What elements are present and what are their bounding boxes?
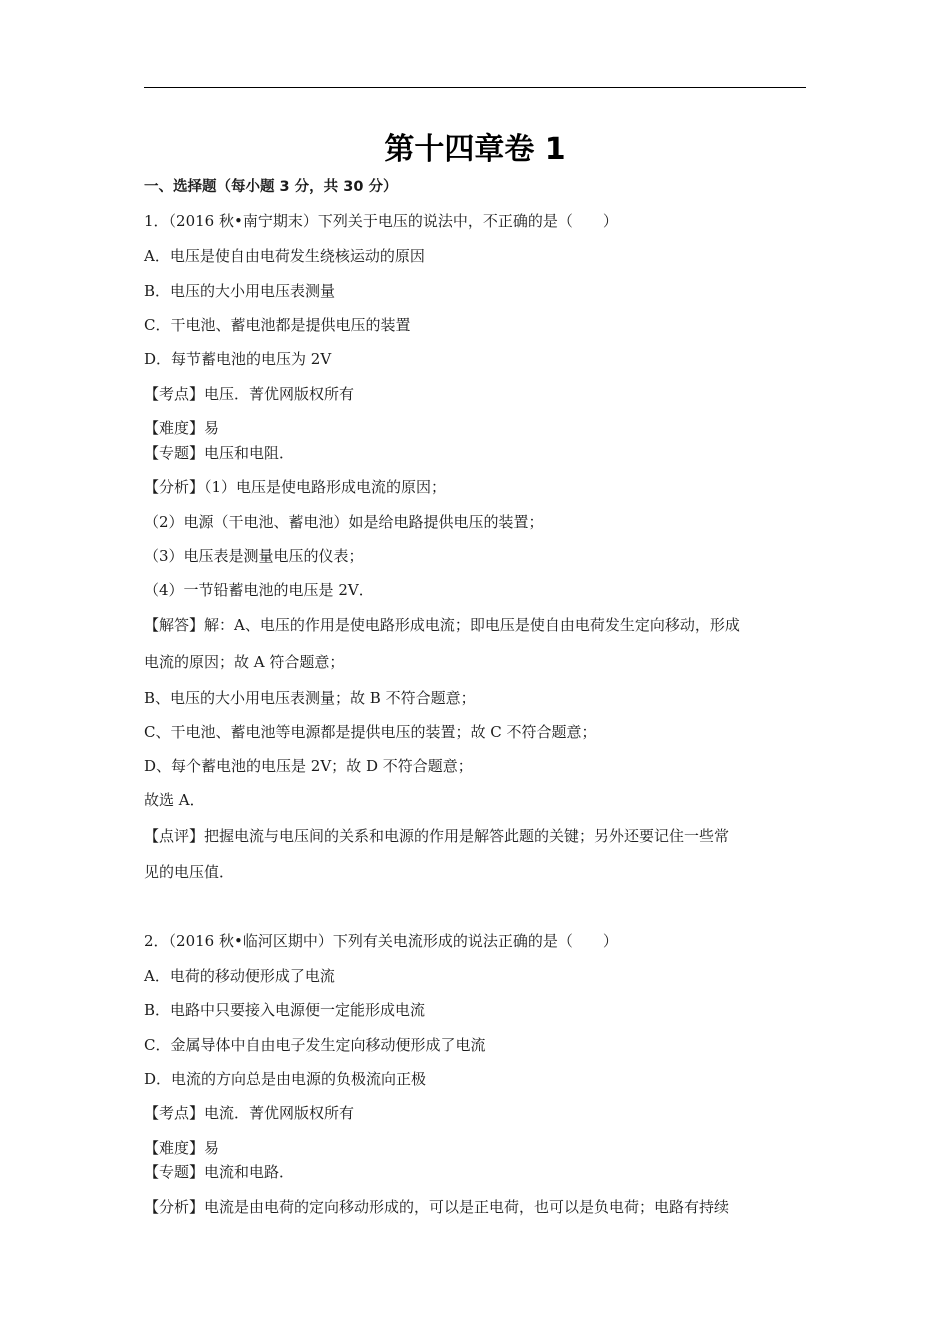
q1-jieda-1: 【解答】解：A、电压的作用是使电路形成电流；即电压是使自由电荷发生定向移动，形成 [144,616,740,634]
q1-option-b: B．电压的大小用电压表测量 [144,282,336,300]
q1-fenxi-4: （4）一节铅蓄电池的电压是 2V． [144,581,374,599]
q2-fenxi-1: 【分析】电流是由电荷的定向移动形成的，可以是正电荷，也可以是负电荷；电路有持续 [144,1198,730,1216]
q1-fenxi-3: （3）电压表是测量电压的仪表； [144,547,364,565]
q2-zhuanti: 【专题】电流和电路． [144,1163,295,1181]
q1-option-d: D．每节蓄电池的电压为 2V [144,350,332,368]
q2-nandu: 【难度】易 [144,1139,220,1157]
q2-option-b: B．电路中只要接入电源便一定能形成电流 [144,1001,426,1019]
q1-nandu: 【难度】易 [144,419,220,437]
section-heading: 一、选择题（每小题 3 分，共 30 分） [144,179,398,195]
q2-option-d: D．电流的方向总是由电源的负极流向正极 [144,1070,427,1088]
q1-jieda-2: 电流的原因；故 A 符合题意； [144,653,345,671]
header-rule [144,87,806,88]
q1-jieda-6: 故选 A． [144,791,205,809]
q1-dianping-1: 【点评】把握电流与电压间的关系和电源的作用是解答此题的关键；另外还要记住一些常 [144,827,730,845]
q1-option-a: A．电压是使自由电荷发生绕核运动的原因 [144,247,425,265]
page-title: 第十四章卷 1 [384,132,566,167]
q1-fenxi-1: 【分析】（1）电压是使电路形成电流的原因； [144,478,447,496]
q1-jieda-4: C、干电池、蓄电池等电源都是提供电压的装置；故 C 不符合题意； [144,723,597,741]
q1-jieda-3: B、电压的大小用电压表测量；故 B 不符合题意； [144,689,476,707]
q1-fenxi-2: （2）电源（干电池、蓄电池）如是给电路提供电压的装置； [144,513,544,531]
q2-kaodian: 【考点】电流．菁优网版权所有 [144,1104,355,1122]
q1-dianping-2: 见的电压值． [144,863,235,881]
q1-stem: 1．（2016 秋•南宁期末）下列关于电压的说法中，不正确的是（ ） [144,212,618,230]
q1-option-c: C．干电池、蓄电池都是提供电压的装置 [144,316,411,334]
q1-kaodian: 【考点】电压．菁优网版权所有 [144,385,355,403]
q2-option-a: A．电荷的移动便形成了电流 [144,967,335,985]
q2-stem: 2．（2016 秋•临河区期中）下列有关电流形成的说法正确的是（ ） [144,932,618,950]
q1-jieda-5: D、每个蓄电池的电压是 2V；故 D 不符合题意； [144,757,473,775]
q2-option-c: C．金属导体中自由电子发生定向移动便形成了电流 [144,1036,486,1054]
q1-zhuanti: 【专题】电压和电阻． [144,444,295,462]
